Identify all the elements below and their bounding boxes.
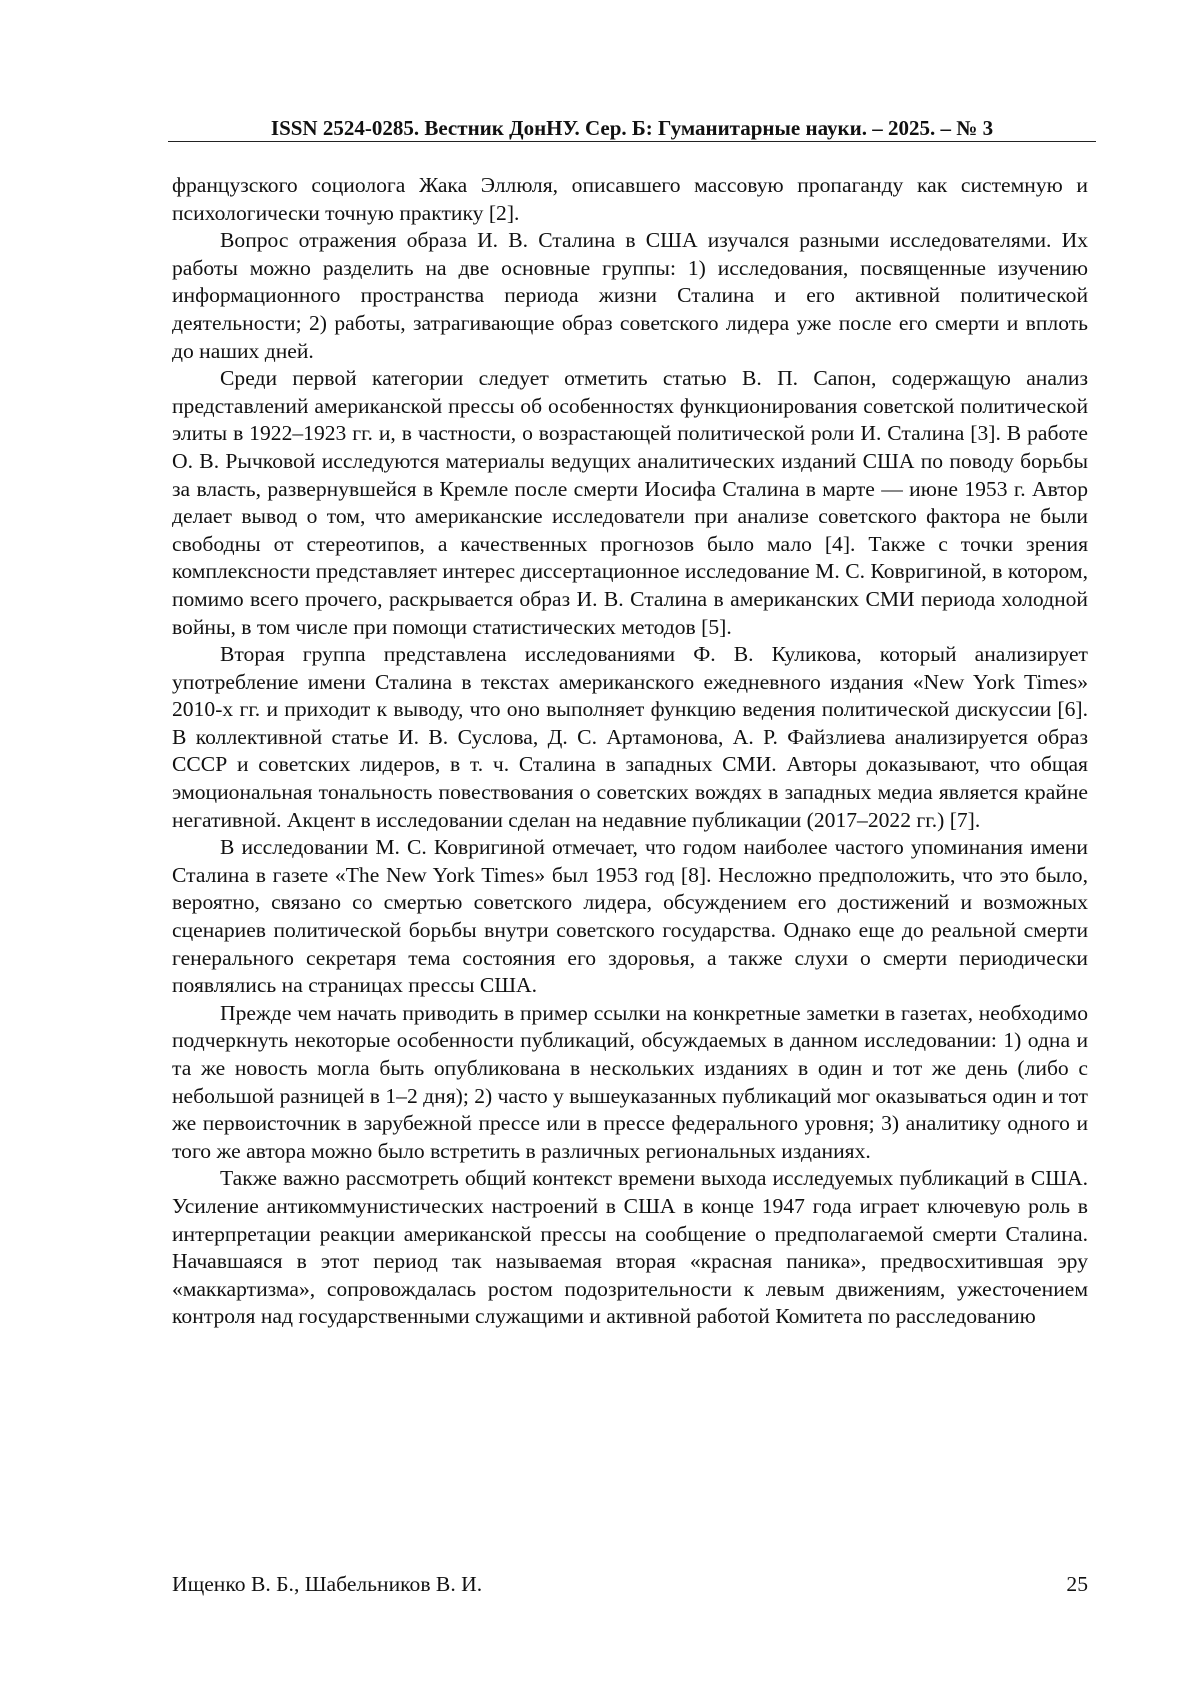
paragraph-1: французского социолога Жака Эллюля, описавшего массовую пропаганду как системную и психологически точную практику [2]. <box>172 173 1088 225</box>
page-number: 25 <box>1066 1572 1088 1596</box>
paragraph-2: Вопрос отражения образа И. В. Сталина в США изучался разными исследователями. Их работы можно разделить на две основные группы: 1) исследования, посвященные изучению информационного пространства периода жизни Сталина и его активной политической деятельности; 2) работы, затрагивающие образ советского лидера уже после его смерти и вплоть до наших дней. <box>172 228 1088 363</box>
footer-authors: Ищенко В. Б., Шабельников В. И. <box>172 1572 483 1596</box>
paragraph-7: Также важно рассмотреть общий контекст времени выхода исследуемых публикаций в США. Усиление антикоммунистических настроений в США в конце 1947 года играет ключевую роль в интерпретации реакции американской прессы на сообщение о предполагаемой смерти Сталина. Начавшаяся в этот период так называемая вторая «красная паника», предвосхитившая эру «маккартизма», сопровождалась ростом подозрительности к левым движениям, ужесточением контроля над государственными служащими и активной работой Комитета по расследованию <box>172 1166 1088 1329</box>
paragraph-6: Прежде чем начать приводить в пример ссылки на конкретные заметки в газетах, необходимо подчеркнуть некоторые особенности публикаций, обсуждаемых в данном исследовании: 1) одна и та же новость могла быть опубликована в нескольких изданиях в один и тот же день (либо с небольшой разницей в 1–2 дня); 2) часто у вышеуказанных публикаций мог оказываться один и тот же первоисточник в зарубежной прессе или в прессе федерального уровня; 3) аналитику одного и того же автора можно было встретить в различных региональных изданиях. <box>172 1000 1088 1163</box>
header-rule <box>168 141 1096 142</box>
paragraph-4: Вторая группа представлена исследованиями Ф. В. Куликова, который анализирует употребление имени Сталина в текстах американского ежедневного издания «New York Times» 2010-х гг. и приходит к выводу, что оно выполняет функцию ведения политической дискуссии [6]. В коллективной статье И. В. Суслова, Д. С. Артамонова, А. Р. Файзлиева анализируется образ СССР и советских лидеров, в т. ч. Сталина в западных СМИ. Авторы доказывают, что общая эмоциональная тональность повествования о советских вождях в западных медиа является крайне негативной. Акцент в исследовании сделан на недавние публикации (2017–2022 гг.) [7]. <box>172 642 1088 832</box>
running-header: ISSN 2524-0285. Вестник ДонНУ. Сер. Б: Гуманитарные науки. – 2025. – № 3 <box>270 116 994 140</box>
article-body <box>172 172 1088 1331</box>
paragraph-3: Среди первой категории следует отметить статью В. П. Сапон, содержащую анализ представлений американской прессы об особенностях функционирования советской политической элиты в 1922–1923 гг. и, в частности, о возрастающей политической роли И. Сталина [3]. В работе О. В. Рычковой исследуются материалы ведущих аналитических изданий США по поводу борьбы за власть, развернувшейся в Кремле после смерти Иосифа Сталина в марте — июне 1953 г. Автор делает вывод о том, что американские исследователи при анализе советского фактора не были свободны от стереотипов, а качественных прогнозов было мало [4]. Также с точки зрения комплексности представляет интерес диссертационное исследование М. С. Ковригиной, в котором, помимо всего прочего, раскрывается образ И. В. Сталина в американских СМИ периода холодной войны, в том числе при помощи статистических методов [5]. <box>172 366 1088 639</box>
paragraph-5: В исследовании М. С. Ковригиной отмечает, что годом наиболее частого упоминания имени Сталина в газете «The New York Times» был 1953 год [8]. Несложно предположить, что это было, вероятно, связано со смертью советского лидера, обсуждением его достижений и возможных сценариев политической борьбы внутри советского государства. Однако еще до реальной смерти генерального секретаря тема состояния его здоровья, а также слухи о смерти периодически появлялись на страницах прессы США. <box>172 835 1088 998</box>
